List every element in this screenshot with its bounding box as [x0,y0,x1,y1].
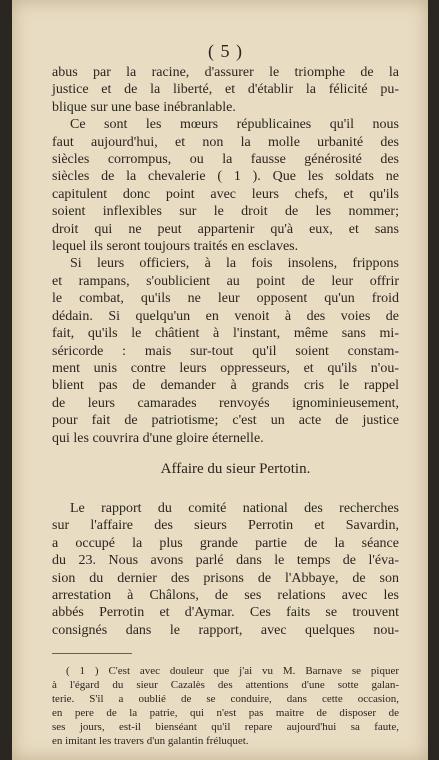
text-line: soient inflexibles sur le droit de les nommer; [52,204,399,220]
text-line: siècles corrompus, ou la fausse générosité des [52,152,399,168]
text-line: Si leurs officiers, à la fois insolens, frippons [70,256,399,272]
text-line: abbés Perrotin et d'Aymar. Ces faits se trouvent [52,605,399,621]
text-line: blique sur une base inébranlable. [52,99,236,115]
text-line: fait, qu'ils le châtient à l'instant, même sans mi- [52,326,399,342]
text-line: et rampans, s'oublicient au point de leur offrir [52,273,399,289]
text-line: faut aujourd'hui, et non la molle urbanité des [52,134,399,150]
text-line: sur l'affaire des sieurs Perrotin et Savardin, [52,518,399,534]
paragraph-3 [52,255,399,446]
text-line: sion du dernier des prisons de l'Abbaye, de son [52,570,399,586]
text-line: séricorde : mais sur-tout qu'il soient constam- [52,343,399,359]
book-page [12,0,428,760]
footnote-line: en pere de la patrie, qui n'est pas maitre de disposer de [52,707,399,720]
text-line: qui les couvrira d'une gloire éternelle. [52,430,264,446]
text-line: arrestation à Châlons, de ses relations avec les [52,587,399,603]
text-line: justice et de la liberté, et d'établir la félicité pu- [52,82,399,98]
text-line: ment unis contre leurs oppresseurs, et qu'ils n'ou- [52,360,399,376]
text-line: de leurs camarades renvoyés ignominieusement, [52,395,399,411]
text-line: abus par la racine, d'assurer le triomphe de la [52,65,399,80]
text-line: pour fait de patriotisme; c'est un acte de justice [52,413,399,429]
text-line: dédain. Si quelqu'un en venoit à des voies de [52,308,399,324]
text-line: capitulent donc point avec leurs chefs, et qu'ils [52,186,399,202]
footnote-line: terie. S'il a oublié de se conduire, dans cette occasion, [52,693,399,706]
text-line: consignés dans le rapport, avec quelques nou- [52,622,399,638]
footnote-line: ses jours, est-il bienséant qu'il repare aujourd'hui sa faute, [52,721,399,734]
footnote-line: ( 1 ) C'est avec douleur que j'ai vu M. Barnave se piquer [66,665,399,678]
paragraph-2 [52,116,399,255]
footnote [52,664,399,748]
page-number: ( 5 ) [208,41,243,61]
text-line: siècles de la chevalerie ( 1 ). Que les soldats ne [52,169,399,185]
text-line: du 23. Nous avons parlé dans le temps de l'éva- [52,553,399,569]
footnote-line: en imitant les travers d'un galantin fréluquet. [52,735,249,748]
text-line: Le rapport du comité national des recherches [70,500,399,516]
text-line: lequel ils seront toujours traités en esclaves. [52,239,299,255]
page-text-block [52,40,399,748]
footnote-divider [52,653,132,654]
text-line: le combat, qu'ils ne leur opposent qu'un froid [52,291,399,307]
text-line: a occupé la plus grande partie de la séance [52,535,399,551]
footnote-line: à l'égard du sieur Cazalès des attentions d'une sotte galan- [52,679,399,692]
paragraph-1 [52,64,399,116]
text-line: droit qui ne peut appartenir qu'à eux, et sans [52,221,399,237]
section-heading: Affaire du sieur Pertotin. [160,460,311,477]
text-line: blient pas de demander à grands cris le rappel [52,378,399,394]
paragraph-4 [52,500,399,639]
text-line: Ce sont les mœurs républicaines qu'il nous [70,117,399,133]
